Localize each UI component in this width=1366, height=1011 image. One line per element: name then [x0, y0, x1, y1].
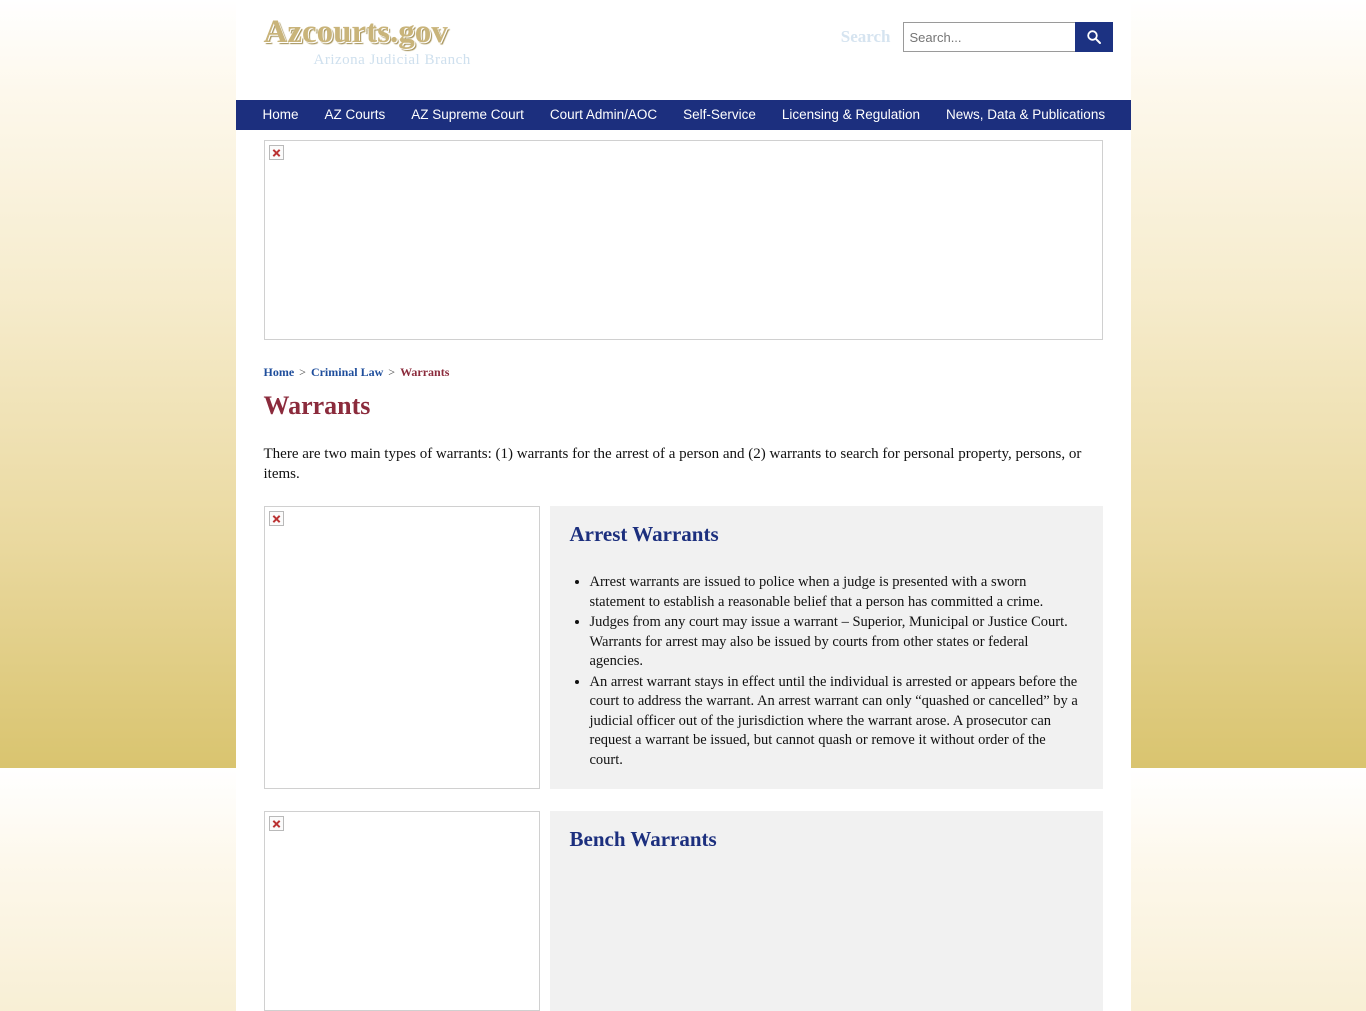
section-heading: Bench Warrants — [569, 827, 717, 851]
page-title: Warrants — [263, 391, 371, 420]
nav-item-az-courts[interactable]: AZ Courts — [324, 107, 386, 122]
search-input[interactable] — [903, 22, 1075, 52]
section-image — [264, 811, 540, 1011]
section-arrest-warrants — [236, 484, 1131, 789]
list-item: • Judges from any court may issue a warrant – Superior, Municipal or Justice Court. Warrants for arrest may also be issued by courts from other states or federal agencies. — [590, 613, 1083, 672]
nav-item-news-data-publications[interactable]: News, Data & Publications — [946, 107, 1106, 122]
nav-item-home[interactable]: Home — [262, 107, 299, 122]
breadcrumb-item-criminal-law[interactable]: Criminal Law — [310, 365, 384, 379]
breadcrumb-separator: > — [299, 365, 306, 379]
list-item: • An arrest warrant stays in effect until the individual is arrested or appears before the court to address the warrant. An arrest warrant can only “quashed or cancelled” by a judicial officer out of the jurisdiction where the warrant arose. A prosecutor can request a warrant be issued, but cannot quash or remove it without order of the court. — [590, 673, 1083, 771]
search-area — [841, 22, 1113, 52]
breadcrumb-item-warrants[interactable]: Warrants — [400, 365, 450, 379]
logo-subtitle: Arizona Judicial Branch — [313, 52, 471, 68]
search-label: Search — [840, 27, 891, 46]
broken-image-icon — [269, 816, 284, 831]
section-content — [550, 506, 1103, 789]
banner-area — [236, 130, 1131, 340]
logo-title: Azcourts.gov — [263, 14, 448, 50]
page-container — [236, 0, 1131, 1011]
search-button[interactable] — [1075, 22, 1113, 52]
section-bench-warrants — [236, 789, 1131, 1011]
section-content — [550, 811, 1103, 1011]
section-image — [264, 506, 540, 789]
list-item: • Arrest warrants are issued to police when a judge is presented with a sworn statement to establish a reasonable belief that a person has committed a crime. — [590, 573, 1083, 612]
intro-paragraph: There are two main types of warrants: (1) warrants for the arrest of a person and (2) warrants to search for personal property, persons, or items. — [263, 446, 1082, 482]
main-navigation — [236, 100, 1131, 130]
site-header — [236, 0, 1131, 100]
breadcrumb-separator: > — [388, 365, 396, 379]
nav-item-az-supreme-court[interactable]: AZ Supreme Court — [411, 107, 524, 122]
banner-image — [264, 140, 1103, 340]
nav-item-licensing-regulation[interactable]: Licensing & Regulation — [781, 107, 920, 122]
search-icon — [1086, 29, 1102, 45]
breadcrumb-item-home[interactable]: Home — [263, 365, 295, 379]
section-heading: Arrest Warrants — [569, 522, 719, 546]
nav-item-self-service[interactable]: Self-Service — [683, 107, 756, 122]
section-bullet-list — [570, 573, 1083, 770]
breadcrumb — [236, 340, 1131, 380]
nav-item-court-admin-aoc[interactable]: Court Admin/AOC — [549, 107, 658, 122]
broken-image-icon — [269, 145, 284, 160]
site-logo[interactable] — [264, 14, 471, 69]
broken-image-icon — [269, 511, 284, 526]
